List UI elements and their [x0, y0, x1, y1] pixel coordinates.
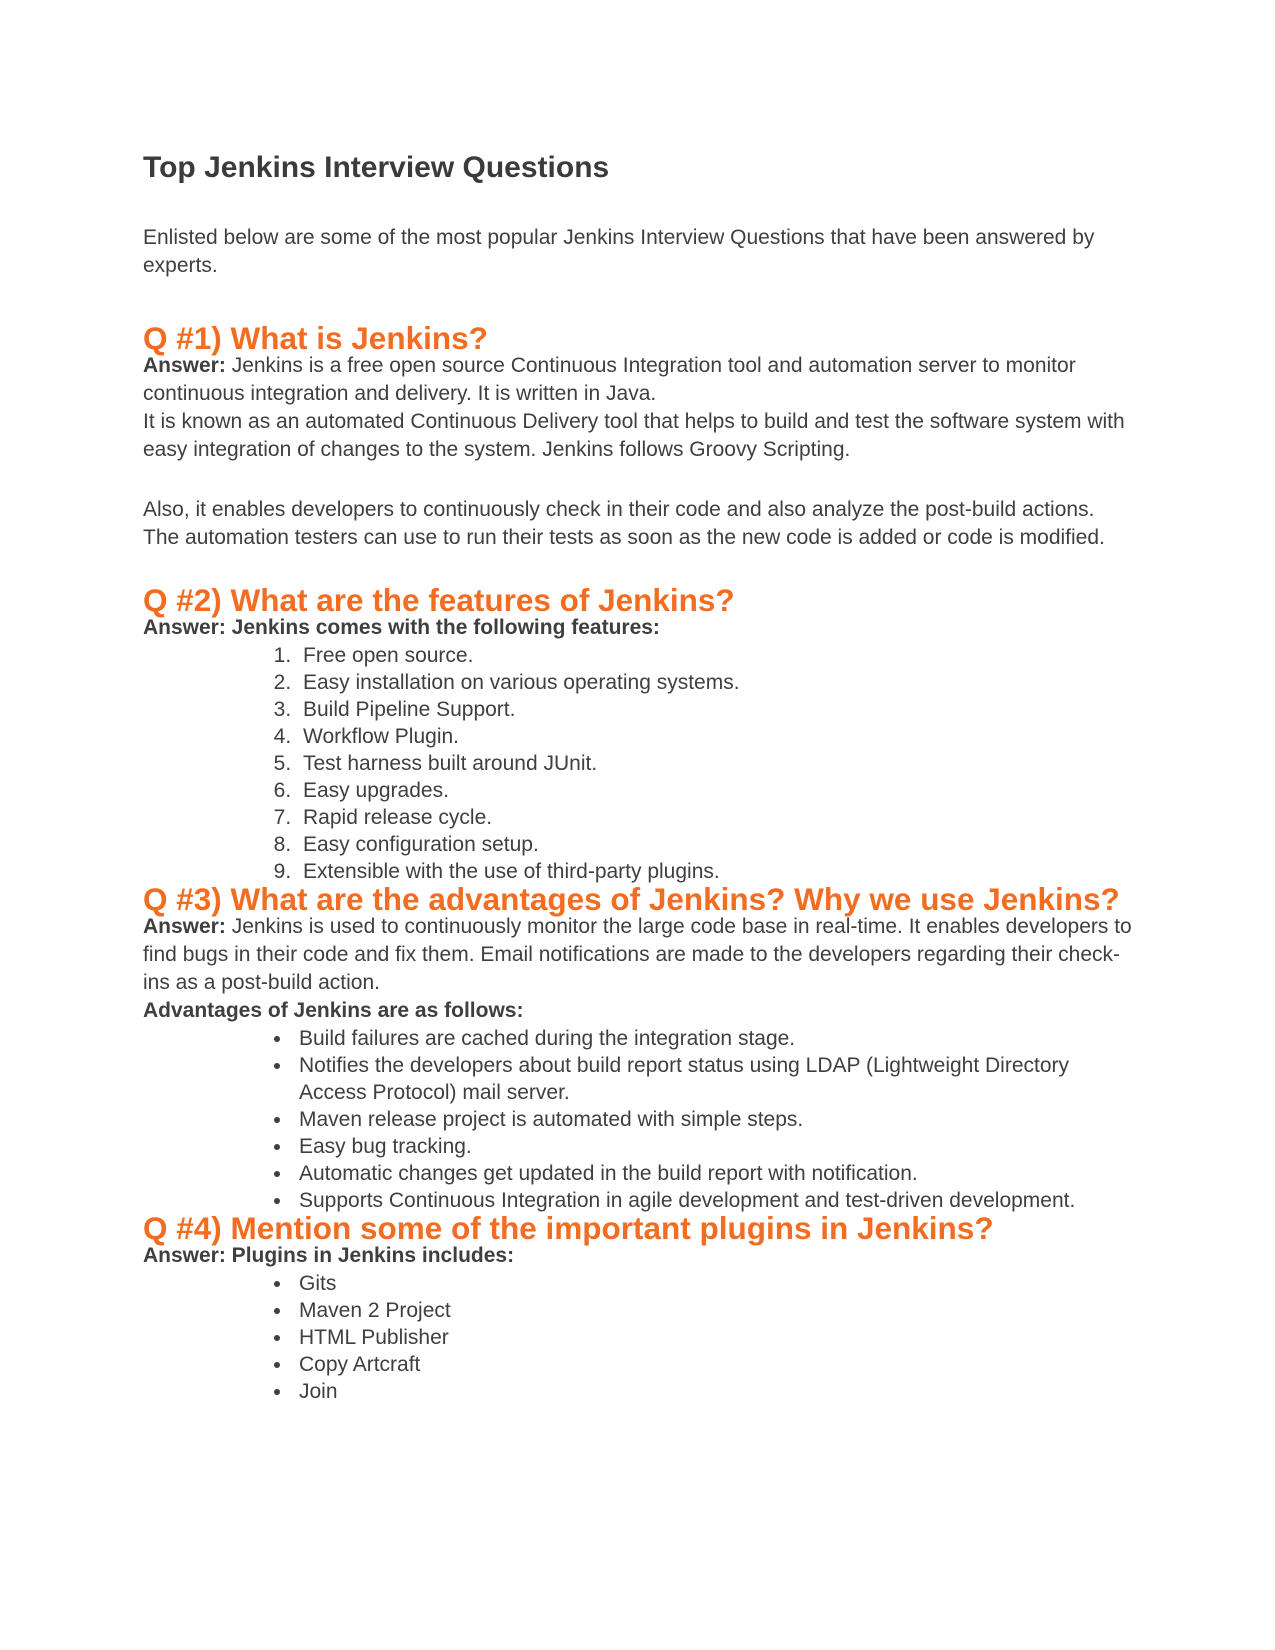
question-1-followup: Also, it enables developers to continuously check in their code and also analyze the post-build actions. The automation testers can use to run their tests as soon as the new code is added or code is modified. [143, 498, 1105, 549]
advantages-list [143, 1025, 1133, 1214]
list-item: 8. Easy configuration setup. [297, 831, 1133, 858]
list-item: • Easy bug tracking. [293, 1133, 1133, 1160]
question-3-heading: Q #3) What are the advantages of Jenkins? Why we use Jenkins? [143, 881, 1120, 917]
list-item: • Copy Artcraft [293, 1351, 1133, 1378]
question-1-heading: Q #1) What is Jenkins? [143, 320, 488, 356]
intro-paragraph: Enlisted below are some of the most popular Jenkins Interview Questions that have been answered by experts. [143, 226, 1095, 277]
question-3-answer [143, 913, 1133, 997]
question-1-answer [143, 352, 1133, 464]
list-item: • Gits [293, 1270, 1133, 1297]
question-2-answer-lead: Answer: Jenkins comes with the following features: [143, 616, 660, 639]
list-item: 2. Easy installation on various operating systems. [297, 669, 1133, 696]
question-3-subheading: Advantages of Jenkins are as follows: [143, 999, 524, 1022]
list-item: 7. Rapid release cycle. [297, 804, 1133, 831]
list-item: 1. Free open source. [297, 642, 1133, 669]
plugins-list [143, 1270, 1133, 1405]
list-item: • Maven 2 Project [293, 1297, 1133, 1324]
answer-label: Answer: [143, 915, 226, 938]
list-item: 5. Test harness built around JUnit. [297, 750, 1133, 777]
features-list [143, 642, 1133, 885]
list-item: • Automatic changes get updated in the build report with notification. [293, 1160, 1133, 1187]
list-item: 9. Extensible with the use of third-party plugins. [297, 858, 1133, 885]
answer-label: Answer: [143, 354, 226, 377]
answer-text-line1: Jenkins is a free open source Continuous Integration tool and automation server to monitor continuous integration and delivery. It is written in Java. [143, 354, 1076, 405]
list-item: 4. Workflow Plugin. [297, 723, 1133, 750]
list-item: 3. Build Pipeline Support. [297, 696, 1133, 723]
question-4-heading: Q #4) Mention some of the important plugins in Jenkins? [143, 1210, 994, 1246]
list-item: • Join [293, 1378, 1133, 1405]
question-2-heading: Q #2) What are the features of Jenkins? [143, 582, 735, 618]
question-4-answer-lead: Answer: Plugins in Jenkins includes: [143, 1244, 515, 1267]
list-item: • Maven release project is automated with simple steps. [293, 1106, 1133, 1133]
list-item: • Build failures are cached during the integration stage. [293, 1025, 1133, 1052]
list-item: • Notifies the developers about build report status using LDAP (Lightweight Directory Access Protocol) mail server. [293, 1052, 1133, 1106]
list-item: • HTML Publisher [293, 1324, 1133, 1351]
list-item: 6. Easy upgrades. [297, 777, 1133, 804]
answer-text-line2: It is known as an automated Continuous Delivery tool that helps to build and test the software system with easy integration of changes to the system. Jenkins follows Groovy Scripting. [143, 410, 1125, 461]
answer-text: Jenkins is used to continuously monitor the large code base in real-time. It enables developers to find bugs in their code and fix them. Email notifications are made to the developers regarding their check-ins as a post-build action. [143, 915, 1132, 994]
list-item: • Supports Continuous Integration in agile development and test-driven development. [293, 1187, 1133, 1214]
page-title: Top Jenkins Interview Questions [143, 151, 610, 184]
